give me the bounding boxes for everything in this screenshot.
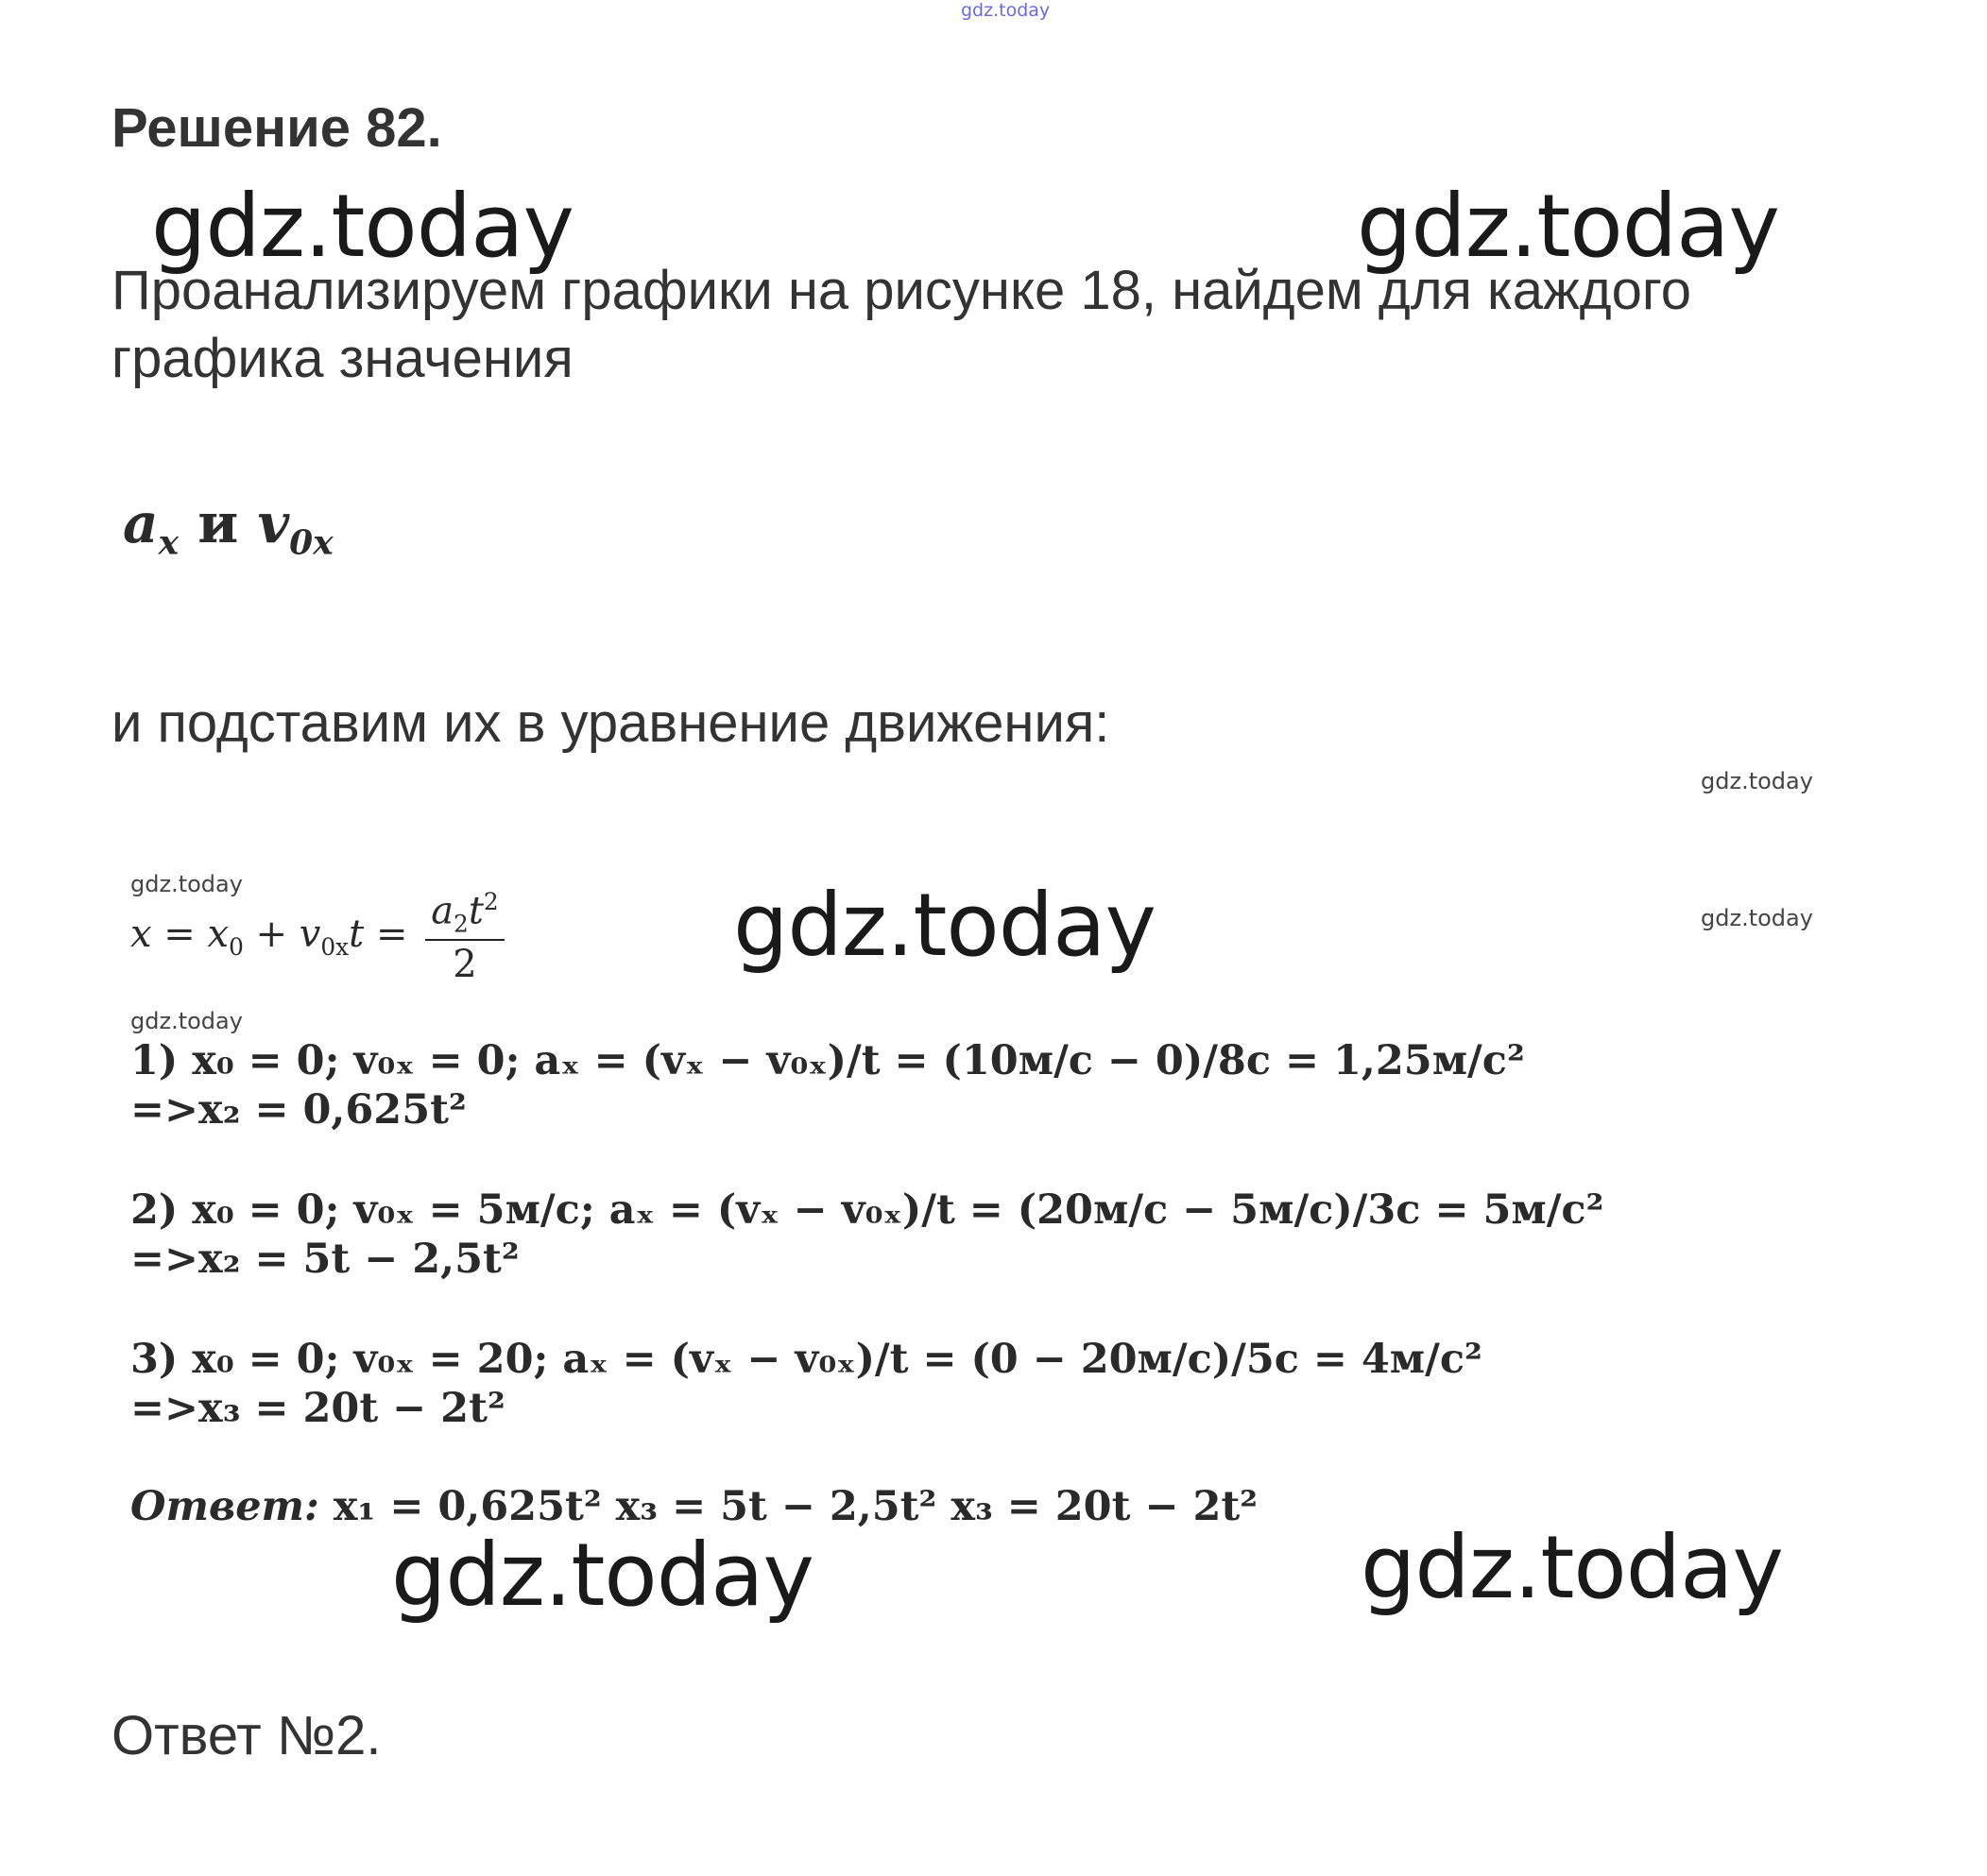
watermark-top: gdz.today [961, 0, 1051, 21]
intro-line: Проанализируем графики на рисунке 18, найдем для каждого [111, 260, 1692, 321]
watermark-big: gdz.today [733, 875, 1156, 976]
watermark-small: gdz.today [130, 871, 243, 897]
substitute-line: и подставим их в уравнение движения: [111, 692, 1110, 754]
superscript: 2 [483, 888, 499, 915]
values-label [123, 491, 334, 563]
equation-lhs: x = x [130, 912, 230, 957]
subscript: 2 [454, 910, 469, 938]
symbol-a: a [123, 491, 159, 555]
watermark-big: gdz.today [151, 176, 574, 277]
numerator-t: t [468, 889, 484, 933]
symbol-v: v [257, 491, 290, 555]
watermark-big: gdz.today [1357, 176, 1779, 277]
subscript: x [158, 522, 180, 563]
final-answer: Ответ №2. [111, 1705, 382, 1766]
fraction-denominator: 2 [453, 943, 477, 987]
case-1-line-1: 1) x₀ = 0; v₀ₓ = 0; aₓ = (vₓ − v₀ₓ)/t = (10м/с − 0)/8с = 1,25м/с² [130, 1037, 1525, 1084]
equation-plus: + v [243, 912, 321, 957]
motion-equation [130, 888, 505, 986]
subscript: 0x [289, 522, 334, 563]
fraction-numerator [425, 888, 505, 941]
case-3-line-2: =>x₃ = 20t − 2t² [130, 1385, 505, 1432]
conjunction: и [197, 491, 239, 555]
numerator-a: a [431, 889, 454, 933]
case-3-line-1: 3) x₀ = 0; v₀ₓ = 20; aₓ = (vₓ − v₀ₓ)/t = (0 − 20м/с)/5с = 4м/с² [130, 1336, 1482, 1383]
watermark-small: gdz.today [1701, 905, 1813, 931]
subscript: 0 [229, 933, 244, 962]
watermark-big: gdz.today [391, 1525, 814, 1626]
subscript: 0x [320, 933, 350, 962]
equation-t: t = [349, 912, 408, 957]
case-2-line-1: 2) x₀ = 0; v₀ₓ = 5м/с; aₓ = (vₓ − v₀ₓ)/t = (20м/с − 5м/с)/3с = 5м/с² [130, 1186, 1604, 1234]
answer-text: x₁ = 0,625t² x₃ = 5t − 2,5t² x₃ = 20t − 2t² [318, 1483, 1259, 1530]
page-title: Решение 82. [111, 97, 442, 159]
case-1-line-2: =>x₂ = 0,625t² [130, 1086, 467, 1134]
fraction [425, 888, 505, 986]
watermark-big: gdz.today [1361, 1517, 1783, 1618]
watermark-small: gdz.today [1701, 768, 1813, 794]
answer-formula [130, 1483, 1258, 1530]
answer-label: Ответ: [130, 1483, 319, 1530]
intro-line: графика значения [111, 328, 574, 389]
watermark-small: gdz.today [130, 1008, 243, 1034]
case-2-line-2: =>x₂ = 5t − 2,5t² [130, 1236, 520, 1283]
